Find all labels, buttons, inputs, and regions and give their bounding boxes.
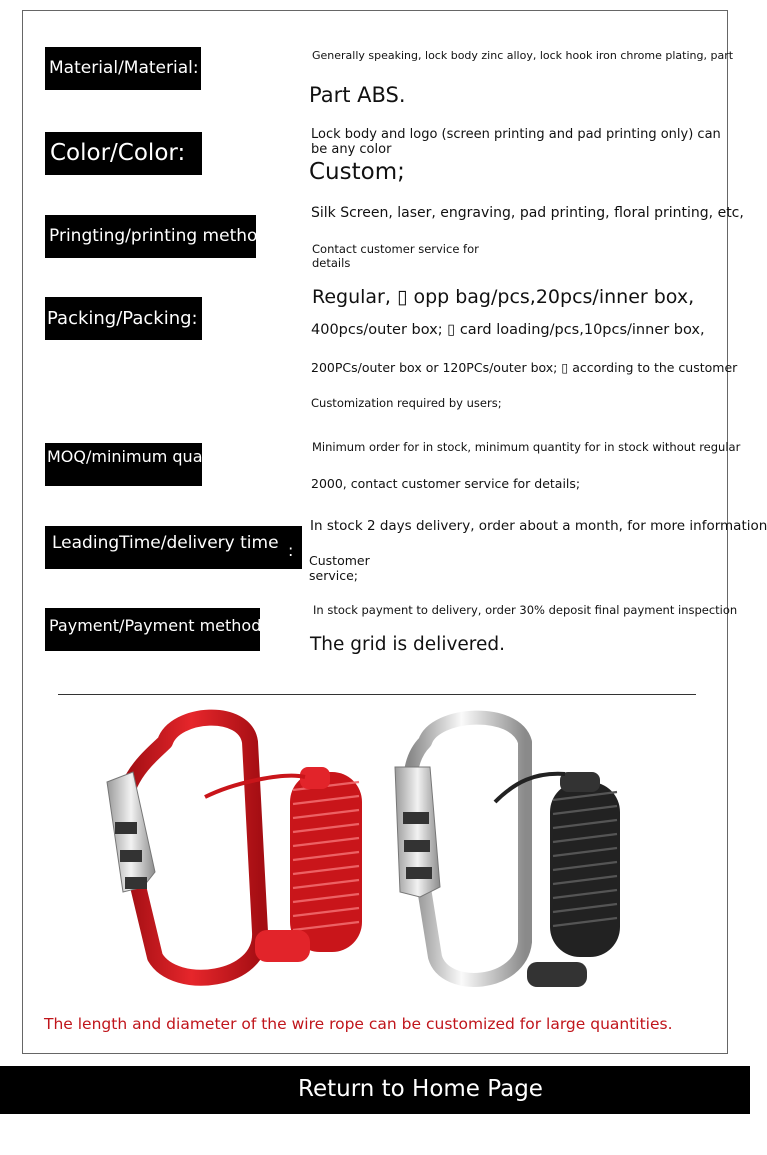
label-payment: Payment/Payment method: [45, 608, 260, 651]
leading-text-2: Customer service; [309, 553, 370, 583]
packing-text-3: 200PCs/outer box or 120PCs/outer box; ▯ according to the customer [311, 360, 738, 375]
product-photo [95, 712, 655, 997]
color-text-2: Custom; [309, 159, 405, 185]
material-text-1: Generally speaking, lock body zinc alloy, lock hook iron chrome plating, part [312, 49, 734, 62]
return-home-link[interactable]: Return to Home Page [298, 1076, 543, 1102]
label-leading-time-colon: : [288, 541, 294, 560]
material-text-2: Part ABS. [309, 83, 406, 107]
packing-text-2: 400pcs/outer box; ▯ card loading/pcs,10pcs/inner box, [311, 322, 705, 338]
silver-lock-body [395, 767, 440, 897]
label-packing: Packing/Packing: [45, 297, 202, 340]
footer-bar [0, 1066, 750, 1114]
packing-text-1: Regular, ▯ opp bag/pcs,20pcs/inner box, [312, 286, 695, 308]
label-moq: MOQ/minimum quantity: [45, 443, 202, 486]
leading-text-1: In stock 2 days delivery, order about a month, for more information [310, 518, 767, 534]
label-material: Material/Material: [45, 47, 201, 90]
label-printing: Pringting/printing method: [45, 215, 256, 258]
label-color: Color/Color: [45, 132, 202, 175]
label-leading-time [45, 526, 302, 569]
divider [58, 694, 696, 695]
red-coil-cable [205, 767, 362, 962]
printing-text-2: Contact customer service for details [312, 242, 479, 270]
red-lock-body [107, 772, 155, 892]
moq-text-2: 2000, contact customer service for details; [311, 476, 581, 491]
label-leading-time-text: LeadingTime/delivery time [52, 533, 279, 553]
red-carabiner [107, 718, 362, 978]
color-text-1: Lock body and logo (screen printing and pad printing only) can be any color [311, 127, 721, 157]
payment-text-2: The grid is delivered. [310, 634, 505, 655]
payment-text-1: In stock payment to delivery, order 30% deposit final payment inspection [313, 603, 738, 617]
packing-text-4: Customization required by users; [311, 396, 502, 410]
silver-carabiner [395, 718, 620, 987]
printing-text-1: Silk Screen, laser, engraving, pad printing, floral printing, etc, [311, 205, 744, 221]
moq-text-1: Minimum order for in stock, minimum quantity for in stock without regular [312, 440, 741, 454]
customization-note: The length and diameter of the wire rope can be customized for large quantities. [44, 1015, 673, 1033]
